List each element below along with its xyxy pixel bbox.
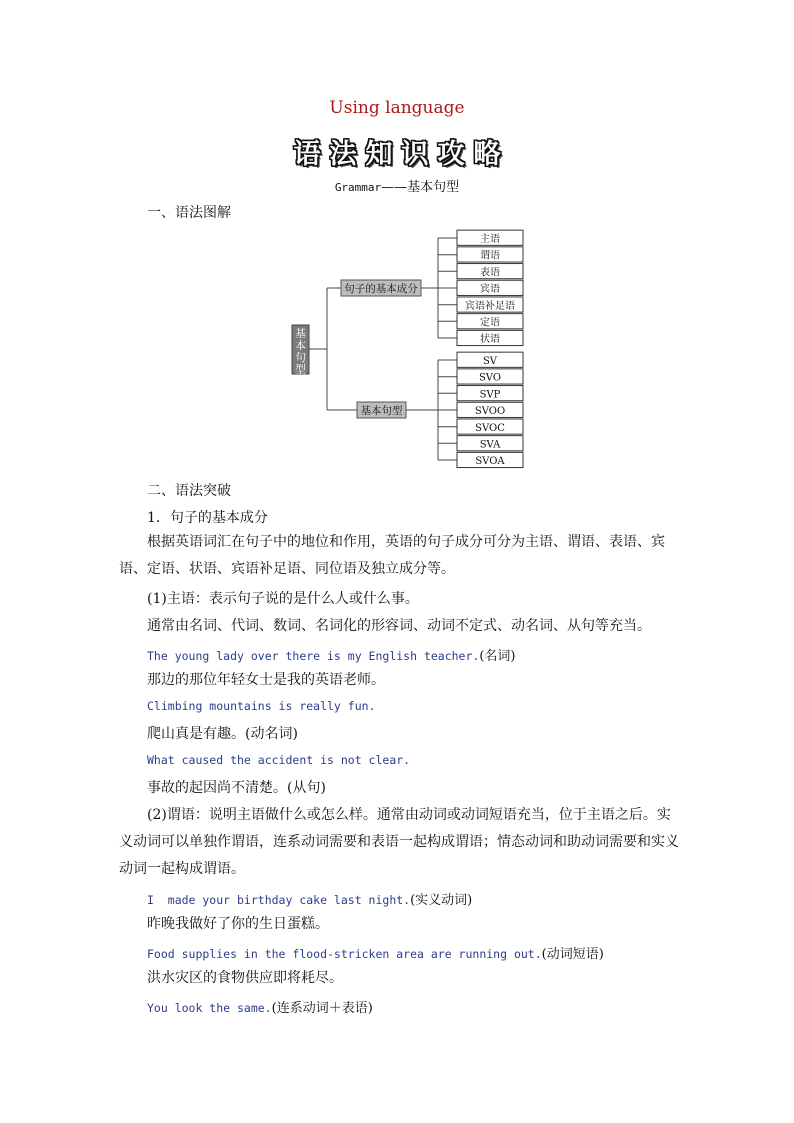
diagram-leaf xyxy=(457,264,523,279)
diagram-leaf xyxy=(457,280,523,295)
diagram-branch-patterns xyxy=(357,402,406,418)
example-cn: 洪水灾区的食物供应即将耗尽。 xyxy=(147,970,343,986)
example-sentence: Food supplies in the flood-stricken area are running out. xyxy=(147,947,542,961)
example-cn: 事故的起因尚不清楚。(从句) xyxy=(147,780,326,796)
diagram-leaf xyxy=(457,314,523,329)
example-sentence: I made your birthday cake last night. xyxy=(147,893,411,907)
example-note: (名词) xyxy=(479,649,516,664)
root-char: 基 xyxy=(295,327,306,340)
diagram-leaf-label: SVOO xyxy=(474,406,506,418)
diagram-branch-components xyxy=(341,280,421,296)
diagram-leaf-label: SV xyxy=(482,356,498,367)
example-sentence: What caused the accident is not clear. xyxy=(147,753,411,767)
diagram-leaf xyxy=(457,436,523,451)
example-sentence: The young lady over there is my English teacher. xyxy=(147,649,480,663)
diagram-leaf xyxy=(457,452,523,467)
predicate-definition: (2)谓语：说明主语做什么或怎么样。通常由动词或动词短语充当，位于主语之后。实义动词可以单独作谓语，连系动词需要和表语一起构成谓语；情态动词和助动词需要和实义动词一起构成谓语。 xyxy=(119,807,679,877)
example-cn: 爬山真是有趣。(动名词) xyxy=(147,726,298,742)
diagram-leaf-label: SVA xyxy=(479,439,501,451)
diagram-leaf xyxy=(457,402,523,417)
diagram-leaf-label: SVP xyxy=(479,389,501,401)
example-cn: 那边的那位年轻女士是我的英语老师。 xyxy=(147,672,385,688)
diagram-leaf xyxy=(457,247,523,262)
example-en xyxy=(147,699,375,713)
big-title-char: 知 xyxy=(365,139,393,170)
diagram-leaf xyxy=(457,419,523,434)
section1-heading: 一、语法图解 xyxy=(147,205,231,221)
subtitle-dash: —— xyxy=(381,180,408,195)
big-title-char: 攻 xyxy=(437,139,465,170)
branch-label: 基本句型 xyxy=(360,405,403,417)
diagram-leaf-label: 定语 xyxy=(480,317,500,329)
subject-usage: 通常由名词、代词、数词、名词化的形容词、动词不定式、动名词、从句等充当。 xyxy=(147,618,651,634)
diagram-leaves-patterns xyxy=(457,352,523,467)
example-sentence: You look the same. xyxy=(147,1001,272,1015)
subtitle-cn: 基本句型 xyxy=(407,180,460,195)
diagram-leaf-label: 状语 xyxy=(480,334,500,346)
example-en xyxy=(147,889,472,908)
diagram-root xyxy=(292,325,309,376)
diagram-leaf-label: SVOA xyxy=(475,456,505,468)
root-char: 型 xyxy=(295,363,306,376)
diagram-leaf-label: 谓语 xyxy=(480,250,500,262)
big-title-char: 法 xyxy=(329,139,357,170)
example-en xyxy=(147,645,516,664)
diagram-leaf-label: 宾语补足语 xyxy=(465,300,515,312)
example-sentence: Climbing mountains is really fun. xyxy=(147,699,376,713)
diagram-leaf-label: SVOC xyxy=(475,422,505,434)
section2-heading: 二、语法突破 xyxy=(147,483,231,499)
subtitle-en: Grammar xyxy=(334,181,382,194)
subject-definition: (1)主语：表示句子说的是什么人或什么事。 xyxy=(147,591,419,607)
example-en xyxy=(147,753,410,767)
diagram-leaf-label: 主语 xyxy=(480,234,500,245)
example-note: (连系动词＋表语) xyxy=(271,1001,373,1016)
diagram-leaf xyxy=(457,386,523,401)
grammar-diagram xyxy=(0,0,794,480)
big-title-char: 识 xyxy=(401,139,429,170)
big-title-char: 略 xyxy=(473,139,501,170)
diagram-leaf xyxy=(457,297,523,312)
diagram-leaf-label: SVO xyxy=(478,372,502,384)
big-title-char: 语 xyxy=(293,139,321,170)
root-char: 本 xyxy=(295,339,306,352)
example-note: (动词短语) xyxy=(541,947,604,962)
diagram-leaf-label: 表语 xyxy=(480,267,500,279)
diagram-leaf xyxy=(457,369,523,384)
diagram-leaf xyxy=(457,230,523,245)
diagram-leaf xyxy=(457,352,523,367)
diagram-leaf xyxy=(457,330,523,345)
example-en xyxy=(147,997,373,1016)
diagram-leaves-components xyxy=(457,230,523,345)
intro-paragraph: 根据英语词汇在句子中的地位和作用，英语的句子成分可分为主语、谓语、表语、宾语、定语、状语、宾语补足语、同位语及独立成分等。 xyxy=(119,534,665,577)
diagram-leaf-label: 宾语 xyxy=(480,284,500,296)
branch-label: 句子的基本成分 xyxy=(344,283,418,295)
subsection-heading: 1．句子的基本成分 xyxy=(147,510,268,526)
example-cn: 昨晚我做好了你的生日蛋糕。 xyxy=(147,916,329,932)
page-title: Using language xyxy=(329,98,465,118)
example-note: (实义动词) xyxy=(410,893,473,908)
root-char: 句 xyxy=(295,351,306,364)
example-en xyxy=(147,943,604,962)
